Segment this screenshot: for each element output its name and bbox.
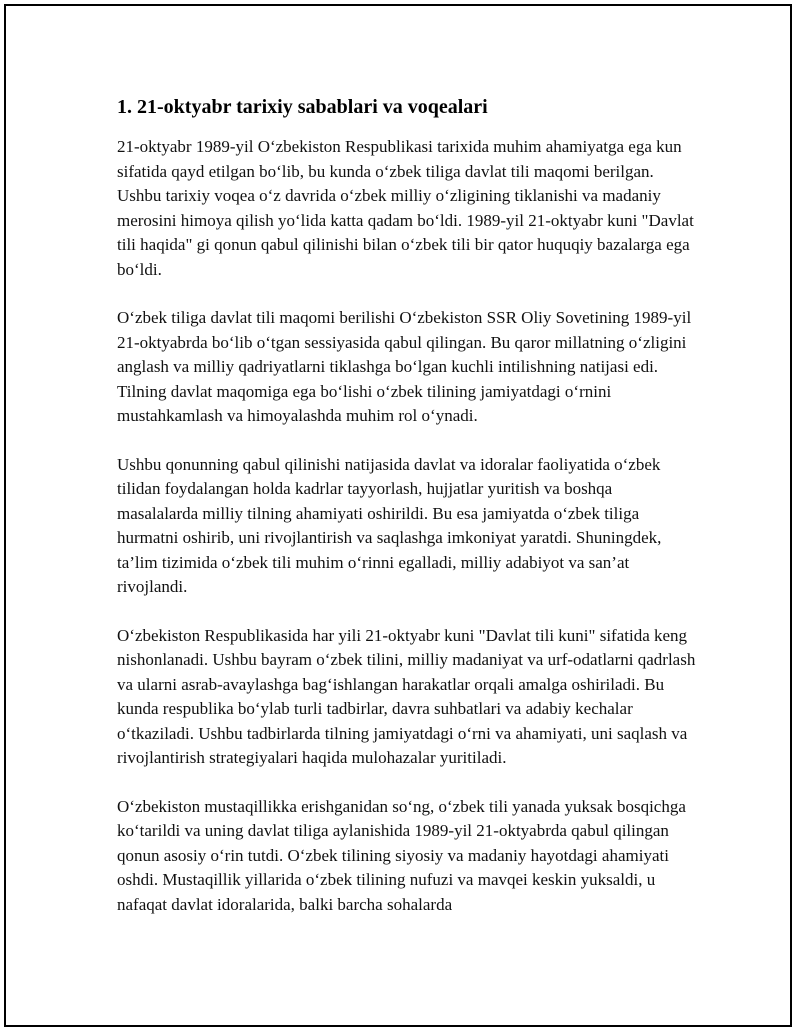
section-heading: 1. 21-oktyabr tarixiy sabablari va voqealari (117, 96, 488, 118)
paragraph-3: Ushbu qonunning qabul qilinishi natijasida davlat va idoralar faoliyatida o‘zbek tilidan foydalangan holda kadrlar tayyorlash, hujjatlar yuritish va boshqa masalalarda milliy tilning ahamiyati oshirildi. Bu esa jamiyatda o‘zbek tiliga hurmatni oshirib, uni rivojlantirish va saqlashga imkoniyat yaratdi. Shuningdek, ta’lim tizimida o‘zbek tili muhim o‘rinni egalladi, milliy adabiyot va san’at rivojlandi. (117, 454, 662, 596)
paragraph-1: 21-oktyabr 1989-yil O‘zbekiston Respublikasi tarixida muhim ahamiyatga ega kun sifatida qayd etilgan bo‘lib, bu kunda o‘zbek tiliga davlat tili maqomi berilgan. Ushbu tarixiy voqea o‘z davrida o‘zbek milliy o‘zligining tiklanishi va madaniy merosini himoya qilish yo‘lida katta qadam bo‘ldi. 1989-yil 21-oktyabr kuni "Davlat tili haqida" gi qonun qabul qilinishi bilan o‘zbek tili bir qator huquqiy bazalarga ega bo‘ldi. (117, 137, 694, 279)
paragraph-2: O‘zbek tiliga davlat tili maqomi berilishi O‘zbekiston SSR Oliy Sovetining 1989-yil 21-oktyabrda bo‘lib o‘tgan sessiyasida qabul qilingan. Bu qaror millatning o‘zligini anglash va milliy qadriyatlarni tiklashga bo‘lgan kuchli intilishning natijasi edi. Tilning davlat maqomiga ega bo‘lishi o‘zbek tilining jamiyatdagi o‘rnini mustahkamlash va himoyalashda muhim rol o‘ynadi. (117, 308, 692, 425)
paragraph-5: O‘zbekiston mustaqillikka erishganidan so‘ng, o‘zbek tili yanada yuksak bosqichga ko‘tarildi va uning davlat tiliga aylanishida 1989-yil 21-oktyabrda qabul qilingan qonun asosiy o‘rin tutdi. O‘zbek tilining siyosiy va madaniy hayotdagi ahamiyati oshdi. Mustaqillik yillarida o‘zbek tilining nufuzi va mavqei keskin yuksaldi, u nafaqat davlat idoralarida, balki barcha sohalarda (117, 796, 686, 914)
document-body (117, 93, 697, 917)
paragraph-4: O‘zbekiston Respublikasida har yili 21-oktyabr kuni "Davlat tili kuni" sifatida keng nishonlanadi. Ushbu bayram o‘zbek tilini, milliy madaniyat va urf-odatlarni qadrlash va ularni asrab-avaylashga bag‘ishlangan harakatlar orqali amalga oshiriladi. Bu kunda respublika bo‘ylab turli tadbirlar, davra suhbatlari va adabiy kechalar o‘tkaziladi. Ushbu tadbirlarda tilning jamiyatdagi o‘rni va ahamiyati, uni saqlash va rivojlantirish strategiyalari haqida mulohazalar yuritiladi. (117, 625, 696, 767)
